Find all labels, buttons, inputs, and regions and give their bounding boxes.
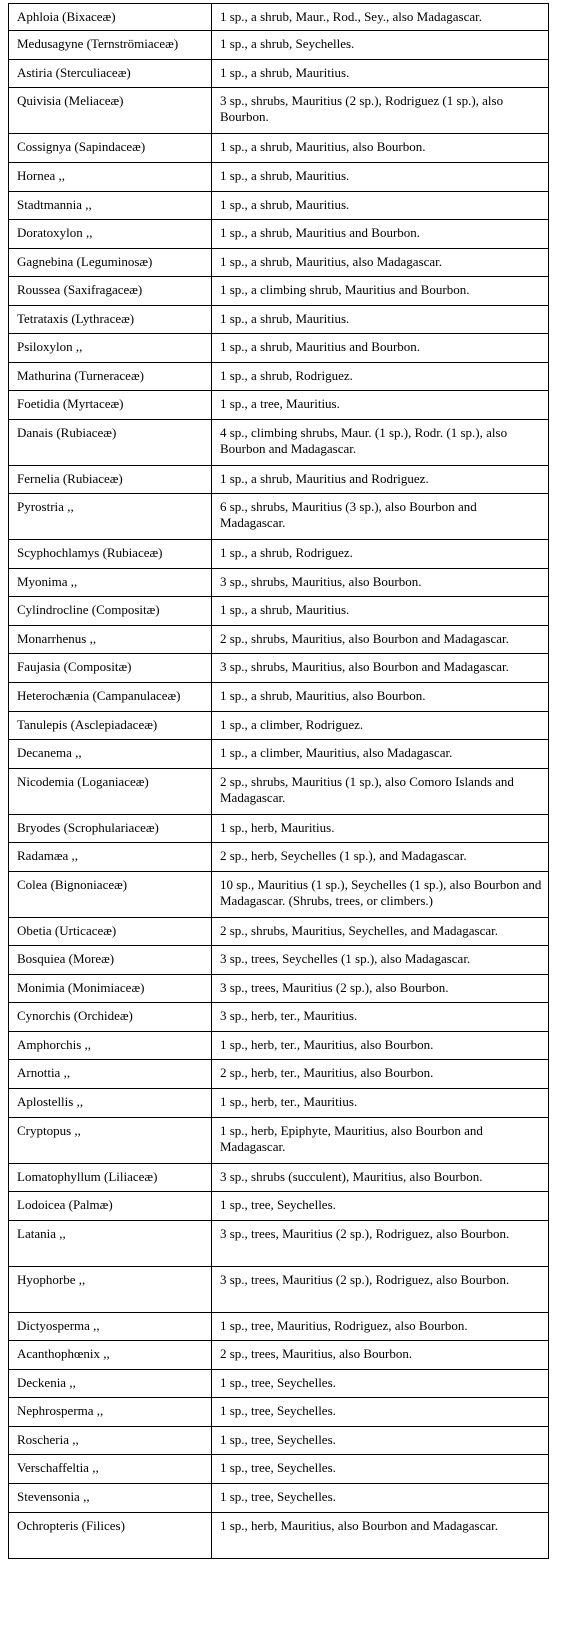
- genus-cell: Obetia (Urticaceæ): [9, 918, 212, 946]
- genus-cell: Roscheria ,,: [9, 1427, 212, 1455]
- genus-cell: Quivisia (Meliaceæ): [9, 88, 212, 134]
- table-row: [9, 1221, 549, 1267]
- table-row: [9, 540, 549, 569]
- description-cell: 1 sp., a shrub, Mauritius, also Bourbon.: [212, 134, 549, 163]
- description-cell: 1 sp., a shrub, Maur., Rod., Sey., also Madagascar.: [212, 4, 549, 31]
- table-row: [9, 31, 549, 60]
- genus-cell: Bryodes (Scrophulariaceæ): [9, 815, 212, 843]
- genus-cell: Lomatophyllum (Liliaceæ): [9, 1164, 212, 1192]
- genera-table: [8, 3, 549, 1559]
- table-row: [9, 1398, 549, 1427]
- description-cell: 2 sp., herb, ter., Mauritius, also Bourbon.: [212, 1060, 549, 1089]
- table-row: [9, 134, 549, 163]
- description-cell: 1 sp., tree, Seychelles.: [212, 1398, 549, 1427]
- genus-cell: Tetrataxis (Lythraceæ): [9, 306, 212, 334]
- description-cell: 1 sp., tree, Seychelles.: [212, 1427, 549, 1455]
- description-cell: 1 sp., a shrub, Mauritius.: [212, 163, 549, 192]
- table-row: [9, 740, 549, 769]
- table-body: [9, 4, 549, 1559]
- table-row: [9, 466, 549, 494]
- description-cell: 1 sp., herb, Epiphyte, Mauritius, also Bourbon and Madagascar.: [212, 1118, 549, 1164]
- description-cell: 1 sp., a climbing shrub, Mauritius and Bourbon.: [212, 277, 549, 306]
- description-cell: 1 sp., a shrub, Mauritius.: [212, 60, 549, 88]
- description-cell: 1 sp., a shrub, Mauritius.: [212, 306, 549, 334]
- genus-cell: Monimia (Monimiaceæ): [9, 975, 212, 1003]
- description-cell: 2 sp., trees, Mauritius, also Bourbon.: [212, 1341, 549, 1370]
- genus-cell: Danais (Rubiaceæ): [9, 420, 212, 466]
- table-row: [9, 1455, 549, 1484]
- description-cell: 1 sp., a shrub, Mauritius and Bourbon.: [212, 220, 549, 249]
- genus-cell: Heterochænia (Campanulaceæ): [9, 683, 212, 712]
- description-cell: 1 sp., herb, ter., Mauritius.: [212, 1089, 549, 1118]
- description-cell: 2 sp., shrubs, Mauritius (1 sp.), also Comoro Islands and Madagascar.: [212, 769, 549, 815]
- genus-cell: Mathurina (Turneraceæ): [9, 363, 212, 391]
- table-row: [9, 1267, 549, 1313]
- table-row: [9, 1341, 549, 1370]
- genus-cell: Deckenia ,,: [9, 1370, 212, 1398]
- table-row: [9, 1164, 549, 1192]
- table-row: [9, 843, 549, 872]
- description-cell: 1 sp., tree, Seychelles.: [212, 1192, 549, 1221]
- table-row: [9, 1118, 549, 1164]
- genus-cell: Aplostellis ,,: [9, 1089, 212, 1118]
- table-row: [9, 4, 549, 31]
- table-row: [9, 1192, 549, 1221]
- table-row: [9, 363, 549, 391]
- description-cell: 1 sp., a shrub, Mauritius and Rodriguez.: [212, 466, 549, 494]
- genus-cell: Cossignya (Sapindaceæ): [9, 134, 212, 163]
- table-row: [9, 975, 549, 1003]
- table-row: [9, 946, 549, 975]
- description-cell: 3 sp., shrubs, Mauritius (2 sp.), Rodriguez (1 sp.), also Bourbon.: [212, 88, 549, 134]
- table-row: [9, 1060, 549, 1089]
- description-cell: 1 sp., a shrub, Rodriguez.: [212, 540, 549, 569]
- table-row: [9, 1370, 549, 1398]
- table-row: [9, 1513, 549, 1559]
- genus-cell: Nephrosperma ,,: [9, 1398, 212, 1427]
- genus-cell: Decanema ,,: [9, 740, 212, 769]
- description-cell: 2 sp., shrubs, Mauritius, also Bourbon and Madagascar.: [212, 626, 549, 654]
- description-cell: 2 sp., herb, Seychelles (1 sp.), and Madagascar.: [212, 843, 549, 872]
- table-row: [9, 1003, 549, 1032]
- description-cell: 1 sp., herb, Mauritius.: [212, 815, 549, 843]
- genus-cell: Pyrostria ,,: [9, 494, 212, 540]
- table-row: [9, 391, 549, 420]
- description-cell: 1 sp., herb, Mauritius, also Bourbon and Madagascar.: [212, 1513, 549, 1559]
- table-row: [9, 569, 549, 597]
- genus-cell: Myonima ,,: [9, 569, 212, 597]
- description-cell: 1 sp., a shrub, Mauritius, also Bourbon.: [212, 683, 549, 712]
- description-cell: 1 sp., tree, Mauritius, Rodriguez, also Bourbon.: [212, 1313, 549, 1341]
- description-cell: 1 sp., a tree, Mauritius.: [212, 391, 549, 420]
- table-row: [9, 60, 549, 88]
- description-cell: 1 sp., herb, ter., Mauritius, also Bourbon.: [212, 1032, 549, 1060]
- description-cell: 1 sp., a climber, Mauritius, also Madagascar.: [212, 740, 549, 769]
- table-row: [9, 494, 549, 540]
- table-row: [9, 654, 549, 683]
- description-cell: 4 sp., climbing shrubs, Maur. (1 sp.), Rodr. (1 sp.), also Bourbon and Madagascar.: [212, 420, 549, 466]
- table-row: [9, 88, 549, 134]
- genus-cell: Bosquiea (Moreæ): [9, 946, 212, 975]
- table-row: [9, 163, 549, 192]
- description-cell: 3 sp., herb, ter., Mauritius.: [212, 1003, 549, 1032]
- genus-cell: Stevensonia ,,: [9, 1484, 212, 1513]
- table-row: [9, 769, 549, 815]
- genus-cell: Stadtmannia ,,: [9, 192, 212, 220]
- table-row: [9, 1484, 549, 1513]
- genus-cell: Dictyosperma ,,: [9, 1313, 212, 1341]
- genus-cell: Arnottia ,,: [9, 1060, 212, 1089]
- description-cell: 1 sp., tree, Seychelles.: [212, 1484, 549, 1513]
- description-cell: 1 sp., a climber, Rodriguez.: [212, 712, 549, 740]
- genus-cell: Foetidia (Myrtaceæ): [9, 391, 212, 420]
- table-row: [9, 626, 549, 654]
- table-row: [9, 220, 549, 249]
- description-cell: 1 sp., a shrub, Mauritius, also Madagascar.: [212, 249, 549, 277]
- table-row: [9, 1032, 549, 1060]
- description-cell: 1 sp., tree, Seychelles.: [212, 1455, 549, 1484]
- description-cell: 10 sp., Mauritius (1 sp.), Seychelles (1 sp.), also Bourbon and Madagascar. (Shrubs, trees, or climbers.): [212, 872, 549, 918]
- description-cell: 1 sp., a shrub, Rodriguez.: [212, 363, 549, 391]
- genus-cell: Latania ,,: [9, 1221, 212, 1267]
- description-cell: 3 sp., trees, Mauritius (2 sp.), Rodriguez, also Bourbon.: [212, 1267, 549, 1313]
- table-row: [9, 420, 549, 466]
- description-cell: 3 sp., shrubs, Mauritius, also Bourbon.: [212, 569, 549, 597]
- genus-cell: Fernelia (Rubiaceæ): [9, 466, 212, 494]
- genus-cell: Lodoicea (Palmæ): [9, 1192, 212, 1221]
- genus-cell: Cryptopus ,,: [9, 1118, 212, 1164]
- description-cell: 1 sp., a shrub, Mauritius.: [212, 192, 549, 220]
- genus-cell: Radamæa ,,: [9, 843, 212, 872]
- genus-cell: Colea (Bignoniaceæ): [9, 872, 212, 918]
- description-cell: 1 sp., a shrub, Mauritius and Bourbon.: [212, 334, 549, 363]
- description-cell: 1 sp., a shrub, Seychelles.: [212, 31, 549, 60]
- description-cell: 3 sp., trees, Seychelles (1 sp.), also Madagascar.: [212, 946, 549, 975]
- description-cell: 2 sp., shrubs, Mauritius, Seychelles, and Madagascar.: [212, 918, 549, 946]
- genus-cell: Gagnebina (Leguminosæ): [9, 249, 212, 277]
- table-row: [9, 1427, 549, 1455]
- table-row: [9, 1089, 549, 1118]
- table-row: [9, 306, 549, 334]
- table-row: [9, 918, 549, 946]
- genus-cell: Cylindrocline (Compositæ): [9, 597, 212, 626]
- genus-cell: Psiloxylon ,,: [9, 334, 212, 363]
- description-cell: 3 sp., shrubs, Mauritius, also Bourbon and Madagascar.: [212, 654, 549, 683]
- description-cell: 1 sp., tree, Seychelles.: [212, 1370, 549, 1398]
- genus-cell: Verschaffeltia ,,: [9, 1455, 212, 1484]
- genus-cell: Scyphochlamys (Rubiaceæ): [9, 540, 212, 569]
- genus-cell: Faujasia (Compositæ): [9, 654, 212, 683]
- genus-cell: Hyophorbe ,,: [9, 1267, 212, 1313]
- table-row: [9, 1313, 549, 1341]
- genus-cell: Doratoxylon ,,: [9, 220, 212, 249]
- genus-cell: Roussea (Saxifragaceæ): [9, 277, 212, 306]
- table-row: [9, 192, 549, 220]
- table-row: [9, 334, 549, 363]
- description-cell: 3 sp., trees, Mauritius (2 sp.), Rodriguez, also Bourbon.: [212, 1221, 549, 1267]
- table-row: [9, 815, 549, 843]
- genus-cell: Cynorchis (Orchideæ): [9, 1003, 212, 1032]
- table-row: [9, 597, 549, 626]
- table-row: [9, 712, 549, 740]
- genus-cell: Nicodemia (Loganiaceæ): [9, 769, 212, 815]
- table-row: [9, 872, 549, 918]
- genus-cell: Hornea ,,: [9, 163, 212, 192]
- table-row: [9, 683, 549, 712]
- genus-cell: Medusagyne (Ternströmiaceæ): [9, 31, 212, 60]
- genus-cell: Acanthophœnix ,,: [9, 1341, 212, 1370]
- genus-cell: Aphloia (Bixaceæ): [9, 4, 212, 31]
- description-cell: 6 sp., shrubs, Mauritius (3 sp.), also Bourbon and Madagascar.: [212, 494, 549, 540]
- table-row: [9, 249, 549, 277]
- description-cell: 3 sp., shrubs (succulent), Mauritius, also Bourbon.: [212, 1164, 549, 1192]
- genus-cell: Amphorchis ,,: [9, 1032, 212, 1060]
- table-row: [9, 277, 549, 306]
- description-cell: 1 sp., a shrub, Mauritius.: [212, 597, 549, 626]
- genus-cell: Tanulepis (Asclepiadaceæ): [9, 712, 212, 740]
- genus-cell: Ochropteris (Filices): [9, 1513, 212, 1559]
- genus-cell: Monarrhenus ,,: [9, 626, 212, 654]
- description-cell: 3 sp., trees, Mauritius (2 sp.), also Bourbon.: [212, 975, 549, 1003]
- genus-cell: Astiria (Sterculiaceæ): [9, 60, 212, 88]
